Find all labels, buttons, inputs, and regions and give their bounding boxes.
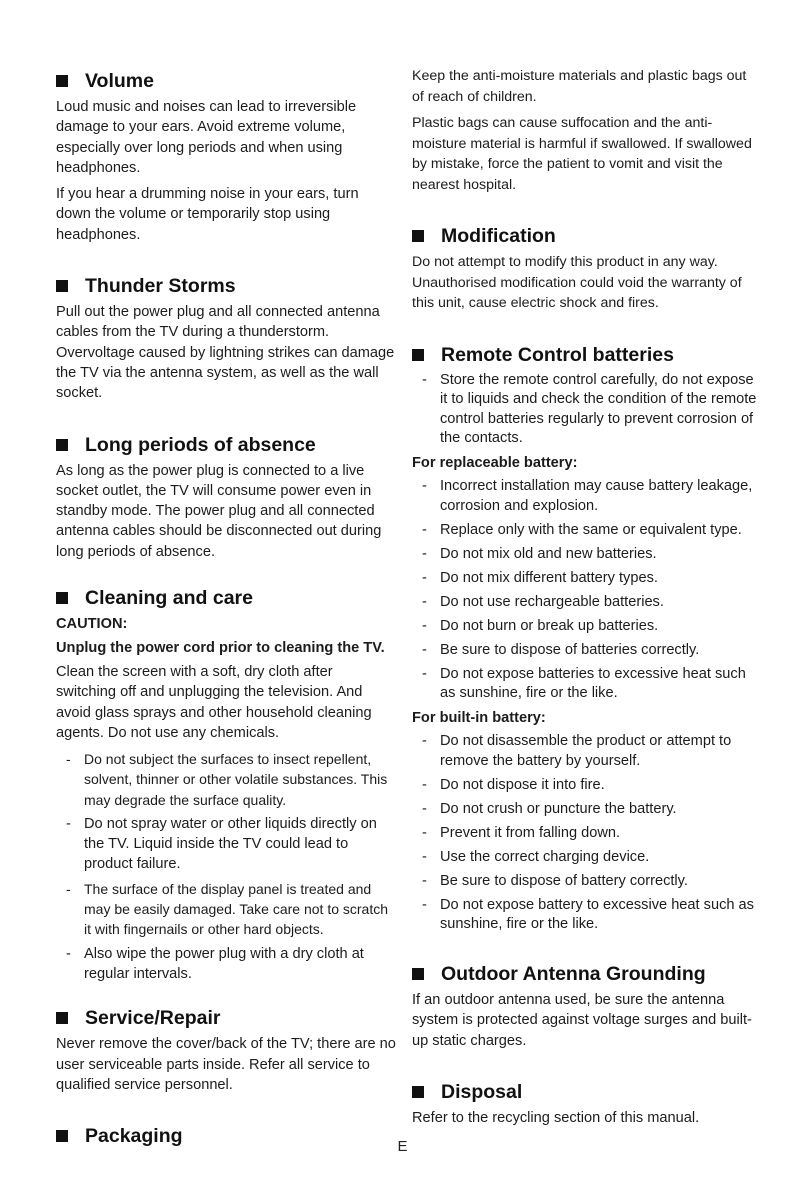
paragraph: If an outdoor antenna used, be sure the antenna system is protected against voltage surges and built-up static charges. bbox=[412, 992, 752, 1049]
square-bullet-icon bbox=[412, 349, 424, 361]
list-item: - Do not expose batteries to excessive heat such as sunshine, fire or the like. bbox=[412, 665, 757, 704]
section-heading: Service/Repair bbox=[56, 1003, 396, 1033]
caution-warning: Unplug the power cord prior to cleaning the TV. bbox=[56, 640, 385, 657]
paragraph: Loud music and noises can lead to irreversible damage to your ears. Avoid extreme volume, especially over long periods and when using headphones. bbox=[56, 99, 357, 176]
section-remote-batteries bbox=[412, 340, 757, 935]
section-modification bbox=[412, 221, 757, 314]
section-packaging-continued bbox=[412, 66, 757, 195]
replaceable-battery-label: For replaceable battery: bbox=[412, 455, 578, 471]
replaceable-battery-list bbox=[412, 477, 757, 704]
caution-label: CAUTION: bbox=[56, 616, 128, 633]
square-bullet-icon bbox=[56, 592, 68, 604]
square-bullet-icon bbox=[56, 439, 68, 451]
builtin-battery-list bbox=[412, 732, 757, 935]
section-heading: Packaging bbox=[56, 1121, 396, 1151]
square-bullet-icon bbox=[56, 75, 68, 87]
left-column bbox=[56, 66, 396, 1152]
list-item: - Do not subject the surfaces to insect repellent, solvent, thinner or other volatile substances. This may degrade the surface quality. bbox=[56, 749, 396, 810]
paragraph: Never remove the cover/back of the TV; there are no user serviceable parts inside. Refer all service to qualified service personnel. bbox=[56, 1036, 396, 1094]
list-item: - Do not mix old and new batteries. bbox=[412, 545, 757, 565]
list-item: - Be sure to dispose of battery correctly. bbox=[412, 872, 757, 892]
list-item: - Do not disassemble the product or attempt to remove the battery by yourself. bbox=[412, 732, 757, 771]
section-heading: Long periods of absence bbox=[56, 430, 396, 460]
list-item: - Do not expose battery to excessive heat such as sunshine, fire or the like. bbox=[412, 896, 757, 935]
section-heading: Remote Control batteries bbox=[412, 340, 757, 370]
list-item: - Store the remote control carefully, do not expose it to liquids and check the condition of the remote control batteries regularly to prevent corrosion of the contacts. bbox=[412, 371, 757, 449]
list-item: - Also wipe the power plug with a dry cloth at regular intervals. bbox=[56, 944, 396, 984]
list-item: - Do not crush or puncture the battery. bbox=[412, 800, 757, 820]
square-bullet-icon bbox=[56, 1012, 68, 1024]
paragraph: Refer to the recycling section of this manual. bbox=[412, 1109, 700, 1126]
section-volume bbox=[56, 66, 396, 245]
section-long-absence bbox=[56, 430, 396, 562]
list-item: - Prevent it from falling down. bbox=[412, 824, 757, 844]
builtin-battery-label: For built-in battery: bbox=[412, 710, 546, 726]
section-outdoor-antenna bbox=[412, 959, 757, 1051]
square-bullet-icon bbox=[412, 1086, 424, 1098]
section-heading: Disposal bbox=[412, 1077, 757, 1107]
section-thunder-storms bbox=[56, 271, 396, 403]
section-heading: Thunder Storms bbox=[56, 271, 396, 301]
paragraph: Do not attempt to modify this product in any way. Unauthorised modification could void the warranty of this unit, cause electric shock and fires. bbox=[412, 254, 742, 311]
list-item: - Do not burn or break up batteries. bbox=[412, 617, 757, 637]
section-heading: Volume bbox=[56, 66, 396, 96]
list-item: - The surface of the display panel is treated and may be easily damaged. Take care not to scratch it with fingernails or other hard objects. bbox=[56, 879, 396, 940]
paragraph: Clean the screen with a soft, dry cloth after switching off and unplugging the television. And avoid glass sprays and other household cleaning agents. Do not use any chemicals. bbox=[56, 664, 372, 741]
list-item: - Do not use rechargeable batteries. bbox=[412, 593, 757, 613]
section-service-repair bbox=[56, 1003, 396, 1095]
paragraph: Keep the anti-moisture materials and plastic bags out of reach of children. bbox=[412, 68, 747, 105]
paragraph: Plastic bags can cause suffocation and the anti-moisture material is harmful if swallowed. If swallowed by mistake, force the patient to vomit and visit the nearest hospital. bbox=[412, 115, 752, 193]
list-item: - Do not mix different battery types. bbox=[412, 569, 757, 589]
paragraph: Pull out the power plug and all connected antenna cables from the TV during a thunderstorm. Overvoltage caused by lightning strikes can damage the TV via the antenna system, as well as the wall socket. bbox=[56, 304, 395, 402]
remote-intro-list bbox=[412, 371, 757, 449]
list-item: - Incorrect installation may cause battery leakage, corrosion and explosion. bbox=[412, 477, 757, 516]
square-bullet-icon bbox=[412, 968, 424, 980]
section-disposal bbox=[412, 1077, 757, 1128]
page-number: E bbox=[397, 1138, 408, 1155]
square-bullet-icon bbox=[56, 280, 68, 292]
paragraph: As long as the power plug is connected to a live socket outlet, the TV will consume power even in standby mode. The power plug and all connected antenna cables should be disconnected out during long periods of absence. bbox=[56, 462, 382, 560]
list-item: - Do not spray water or other liquids directly on the TV. Liquid inside the TV could lead to product failure. bbox=[56, 814, 396, 874]
section-heading: Modification bbox=[412, 221, 757, 251]
right-column bbox=[412, 66, 757, 1134]
cleaning-list bbox=[56, 749, 396, 984]
paragraph: If you hear a drumming noise in your ears, turn down the volume or temporarily stop using headphones. bbox=[56, 186, 359, 243]
list-item: - Be sure to dispose of batteries correctly. bbox=[412, 641, 757, 661]
list-item: - Replace only with the same or equivalent type. bbox=[412, 521, 757, 541]
list-item: - Use the correct charging device. bbox=[412, 848, 757, 868]
section-heading: Cleaning and care bbox=[56, 583, 396, 613]
list-item: - Do not dispose it into fire. bbox=[412, 776, 757, 796]
section-cleaning-care bbox=[56, 583, 396, 984]
square-bullet-icon bbox=[412, 230, 424, 242]
section-heading: Outdoor Antenna Grounding bbox=[412, 959, 757, 989]
